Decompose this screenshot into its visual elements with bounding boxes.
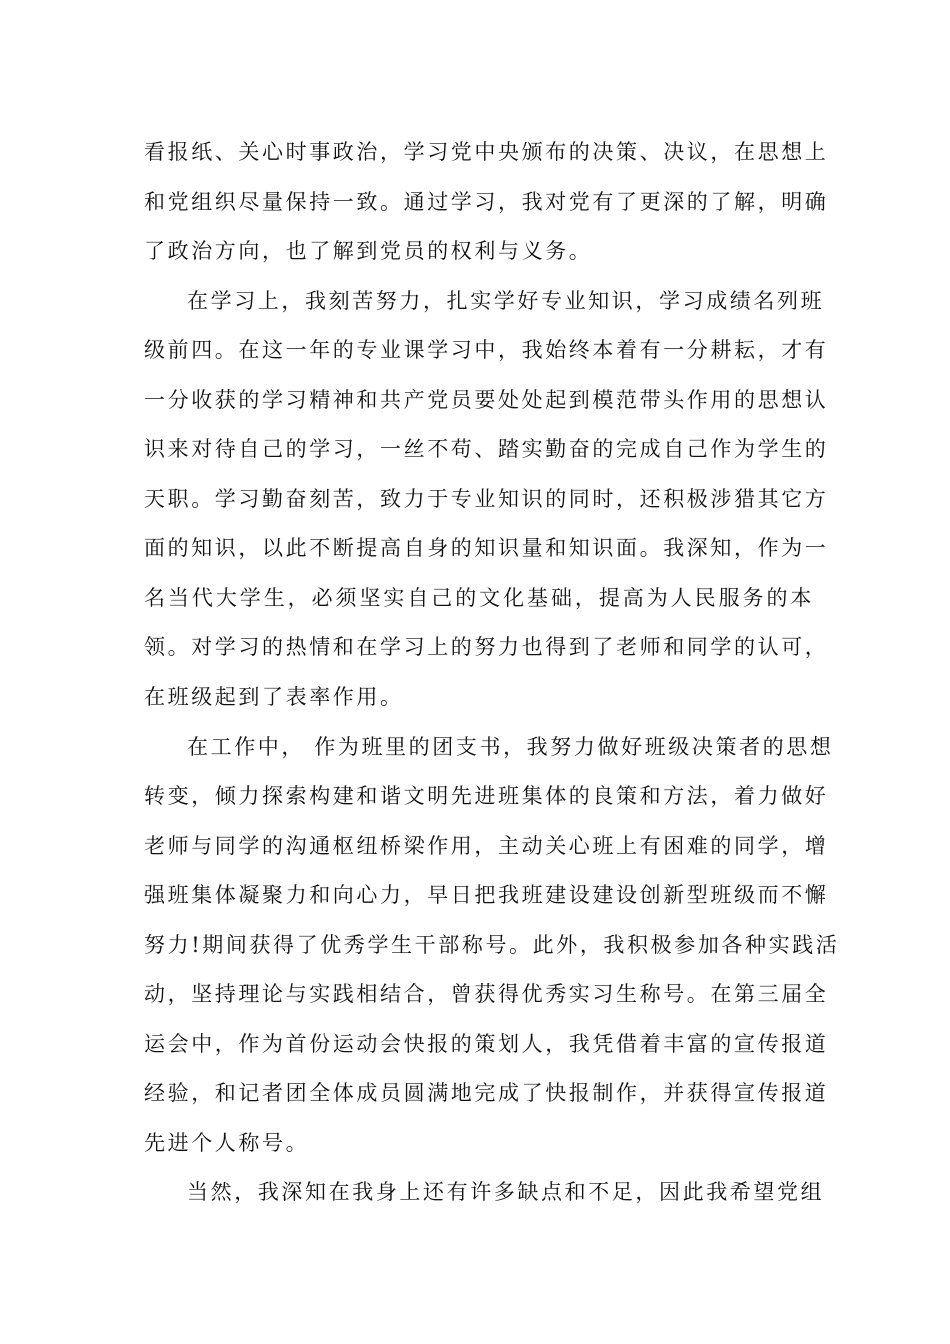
text-line: 领。对学习的热情和在学习上的努力也得到了老师和同学的认可，	[144, 635, 829, 659]
text-line: 在学习上，我刻苦努力，扎实学好专业知识，学习成绩名列班	[187, 289, 825, 313]
text-line: 动，坚持理论与实践相结合，曾获得优秀实习生称号。在第三届全	[144, 982, 829, 1006]
text-line: 经验，和记者团全体成员圆满地完成了快报制作，并获得宣传报道	[144, 1081, 829, 1105]
text-line: 努力!期间获得了优秀学生干部称号。此外，我积极参加各种实践活	[144, 933, 840, 957]
text-line: 老师与同学的沟通枢纽桥梁作用，主动关心班上有困难的同学，增	[144, 834, 829, 858]
text-line: 识来对待自己的学习，一丝不苟、踏实勤奋的完成自己作为学生的	[144, 437, 829, 461]
text-line: 名当代大学生，必须坚实自己的文化基础，提高为人民服务的本	[144, 586, 814, 610]
text-line: 看报纸、关心时事政治，学习党中央颁布的决策、决议，在思想上	[144, 140, 829, 164]
text-line: 运会中，作为首份运动会快报的策划人，我凭借着丰富的宣传报道	[144, 1032, 829, 1056]
text-line: 在工作中， 作为班里的团支书，我努力做好班级决策者的思想	[187, 735, 834, 759]
text-line: 级前四。在这一年的专业课学习中，我始终本着有一分耕耘，才有	[144, 338, 829, 362]
text-line: 转变，倾力探索构建和谐文明先进班集体的良策和方法，着力做好	[144, 784, 829, 808]
text-line: 面的知识，以此不断提高自身的知识量和知识面。我深知，作为一	[144, 536, 829, 560]
text-line: 天职。学习勤奋刻苦，致力于专业知识的同时，还积极涉猎其它方	[144, 487, 829, 511]
text-line: 先进个人称号。	[144, 1131, 310, 1155]
text-line: 当然，我深知在我身上还有许多缺点和不足，因此我希望党组	[187, 1180, 825, 1204]
text-line: 在班级起到了表率作用。	[144, 685, 404, 709]
text-line: 一分收获的学习精神和共产党员要处处起到模范带头作用的思想认	[144, 388, 829, 412]
text-line: 强班集体凝聚力和向心力，早日把我班建设建设创新型班级而不懈	[144, 883, 829, 907]
text-line: 了政治方向，也了解到党员的权利与义务。	[144, 239, 593, 263]
text-line: 和党组织尽量保持一致。通过学习，我对党有了更深的了解，明确	[144, 190, 829, 214]
